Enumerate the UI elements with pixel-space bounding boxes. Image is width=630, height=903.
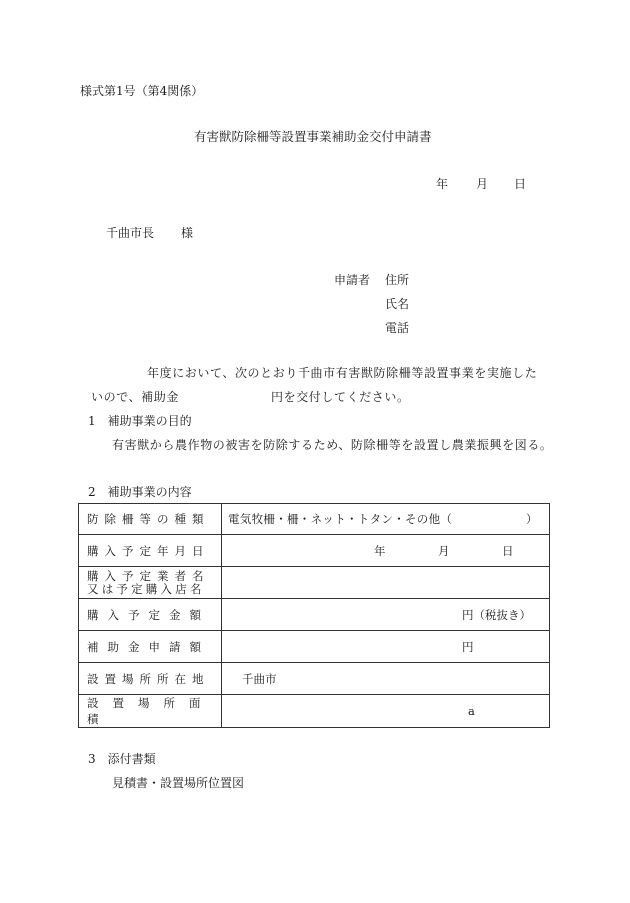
vendor-label-line-1: 購入予定業者名 (87, 568, 210, 583)
site-location-label: 設置場所所在地 (79, 663, 222, 695)
section3-heading: 3 添付書類 (88, 752, 156, 766)
addressee-honorific: 様 (181, 226, 194, 240)
purchase-date-day: 日 (502, 543, 514, 558)
fence-type-cell[interactable] (222, 504, 550, 535)
section3-text: 見積書・設置場所位置図 (112, 776, 245, 790)
fence-type-label: 防除柵等の種類 (79, 504, 222, 535)
date-month: 月 (476, 177, 489, 191)
document-title: 有害獣防除柵等設置事業補助金交付申請書 (194, 129, 432, 144)
section2-heading: 2 補助事業の内容 (88, 485, 192, 499)
purchase-date-year: 年 (374, 543, 386, 558)
body-line-1: 年度において、次のとおり千曲市有害獣防除柵等設置事業を実施した (147, 366, 538, 380)
fence-type-close-paren: ） (526, 512, 538, 526)
table-row (79, 567, 550, 599)
subsidy-amount-label: 補助金申請額 (79, 631, 222, 663)
applicant-name-label: 氏名 (385, 297, 410, 311)
date-year: 年 (436, 177, 449, 191)
table-row (79, 535, 550, 567)
table-row (79, 631, 550, 663)
site-area-cell[interactable] (222, 695, 550, 728)
site-area-label: 設置場所面積 (79, 695, 222, 728)
purchase-amount-label: 購入予定金額 (79, 599, 222, 631)
section1-text: 有害獣から農作物の被害を防除するため、防除柵等を設置し農業振興を図る。 (112, 438, 553, 452)
body-line-2-start: いので、補助金 (91, 390, 179, 404)
table-row (79, 663, 550, 695)
table-row (79, 504, 550, 535)
section1-heading: 1 補助事業の目的 (88, 414, 192, 428)
purchase-date-month: 月 (438, 543, 450, 558)
purchase-date-cell[interactable] (222, 535, 550, 567)
body-line-2-end: 円を交付してください。 (271, 390, 410, 404)
project-details-table (78, 503, 550, 728)
date-day: 日 (514, 177, 527, 191)
purchase-amount-unit: 円（税抜き） (462, 607, 531, 622)
applicant-phone-label: 電話 (385, 321, 410, 335)
vendor-label-line-2: 又は予定購入店名 (87, 581, 205, 596)
site-location-city: 千曲市 (242, 671, 277, 686)
subsidy-amount-cell[interactable] (222, 631, 550, 663)
fence-type-options: 電気牧柵・柵・ネット・トタン・その他（ (228, 512, 453, 526)
table-row (79, 599, 550, 631)
site-area-unit: a (468, 704, 475, 718)
form-number: 様式第1号（第4関係） (80, 84, 204, 98)
addressee-name: 千曲市長 (106, 226, 155, 240)
table-row (79, 695, 550, 728)
subsidy-amount-unit: 円 (462, 639, 474, 654)
applicant-address-label: 住所 (385, 273, 410, 287)
applicant-label: 申請者 (334, 273, 371, 287)
purchase-amount-cell[interactable] (222, 599, 550, 631)
site-location-cell[interactable] (222, 663, 550, 695)
vendor-cell[interactable] (222, 567, 550, 599)
vendor-label (79, 567, 222, 599)
purchase-date-label: 購入予定年月日 (79, 535, 222, 567)
